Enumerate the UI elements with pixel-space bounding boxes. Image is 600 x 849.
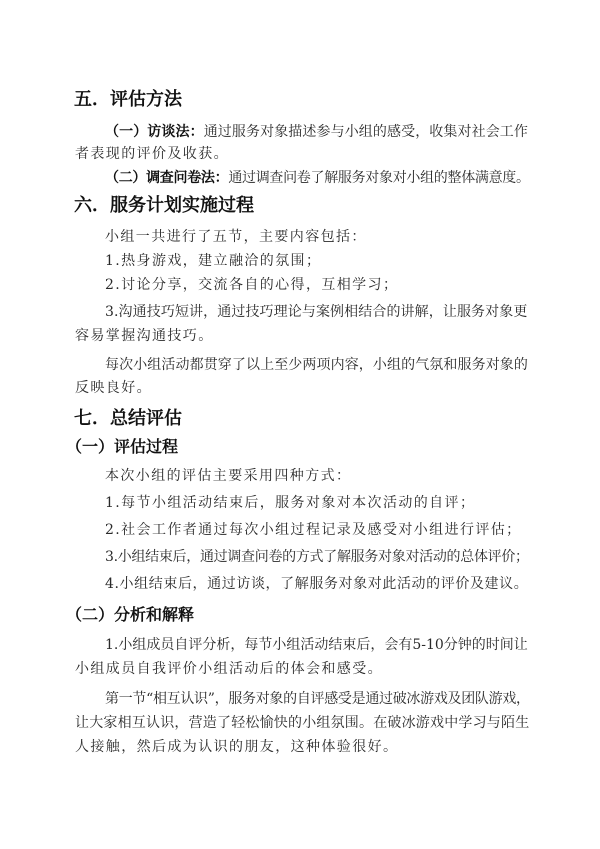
analysis-line-5: 人接触，然后成为认识的朋友，这种体验很好。 bbox=[75, 739, 399, 755]
method-survey-text: 通过调查问卷了解服务对象对小组的整体满意度。 bbox=[228, 170, 530, 186]
method-survey-label: （二）调查问卷法： bbox=[105, 170, 229, 186]
analysis-line-1: 1.小组成员自评分析，每节小组活动结束后，会有5-10分钟的时间让 bbox=[105, 637, 528, 653]
section-6-item-1: 1.热身游戏，建立融洽的氛围； bbox=[105, 253, 322, 269]
method-survey-line bbox=[105, 167, 530, 187]
section-6-heading: 六．服务计划实施过程 bbox=[74, 195, 254, 216]
section-6-intro: 小组一共进行了五节，主要内容包括： bbox=[105, 229, 367, 245]
section-6-para-line-2: 反映良好。 bbox=[75, 380, 152, 396]
subsection-eval-process-heading: （一）评估过程 bbox=[66, 437, 179, 456]
section-6-para-line-1: 每次小组活动都贯穿了以上至少两项内容，小组的气氛和服务对象的 bbox=[105, 357, 528, 373]
analysis-line-3: 第一节“相互认识”，服务对象的自评感受是通过破冰游戏及团队游戏， bbox=[105, 691, 530, 707]
section-7-heading: 七．总结评估 bbox=[74, 408, 182, 429]
method-interview-line-2: 者表现的评价及收获。 bbox=[75, 146, 229, 162]
method-interview-label: （一）访谈法： bbox=[105, 124, 204, 140]
method-interview-line-1 bbox=[105, 121, 528, 141]
analysis-line-2: 小组成员自我评价小组活动后的体会和感受。 bbox=[75, 661, 383, 677]
section-5-heading: 五．评估方法 bbox=[74, 89, 182, 110]
eval-process-item-4: 4.小组结束后，通过访谈，了解服务对象对此活动的评价及建议。 bbox=[105, 576, 529, 592]
eval-process-item-3: 3.小组结束后，通过调查问卷的方式了解服务对象对活动的总体评价； bbox=[105, 549, 529, 565]
analysis-line-4: 让大家相互认识，营造了轻松愉快的小组氛围。在破冰游戏中学习与陌生 bbox=[75, 715, 530, 731]
section-6-item-3: 3.沟通技巧短讲，通过技巧理论与案例相结合的讲解，让服务对象更 bbox=[105, 304, 528, 320]
eval-process-intro: 本次小组的评估主要采用四种方式： bbox=[105, 468, 352, 484]
eval-process-item-2: 2.社会工作者通过每次小组过程记录及感受对小组进行评估； bbox=[105, 522, 522, 538]
section-6-item-3-cont: 容易掌握沟通技巧。 bbox=[75, 328, 214, 344]
section-6-item-2: 2.讨论分享，交流各自的心得，互相学习； bbox=[105, 277, 399, 293]
subsection-analysis-heading: （二）分析和解释 bbox=[66, 605, 195, 624]
eval-process-item-1: 1.每节小组活动结束后，服务对象对本次活动的自评； bbox=[105, 495, 476, 511]
method-interview-text: 通过服务对象描述参与小组的感受，收集对社会工作 bbox=[203, 124, 529, 140]
